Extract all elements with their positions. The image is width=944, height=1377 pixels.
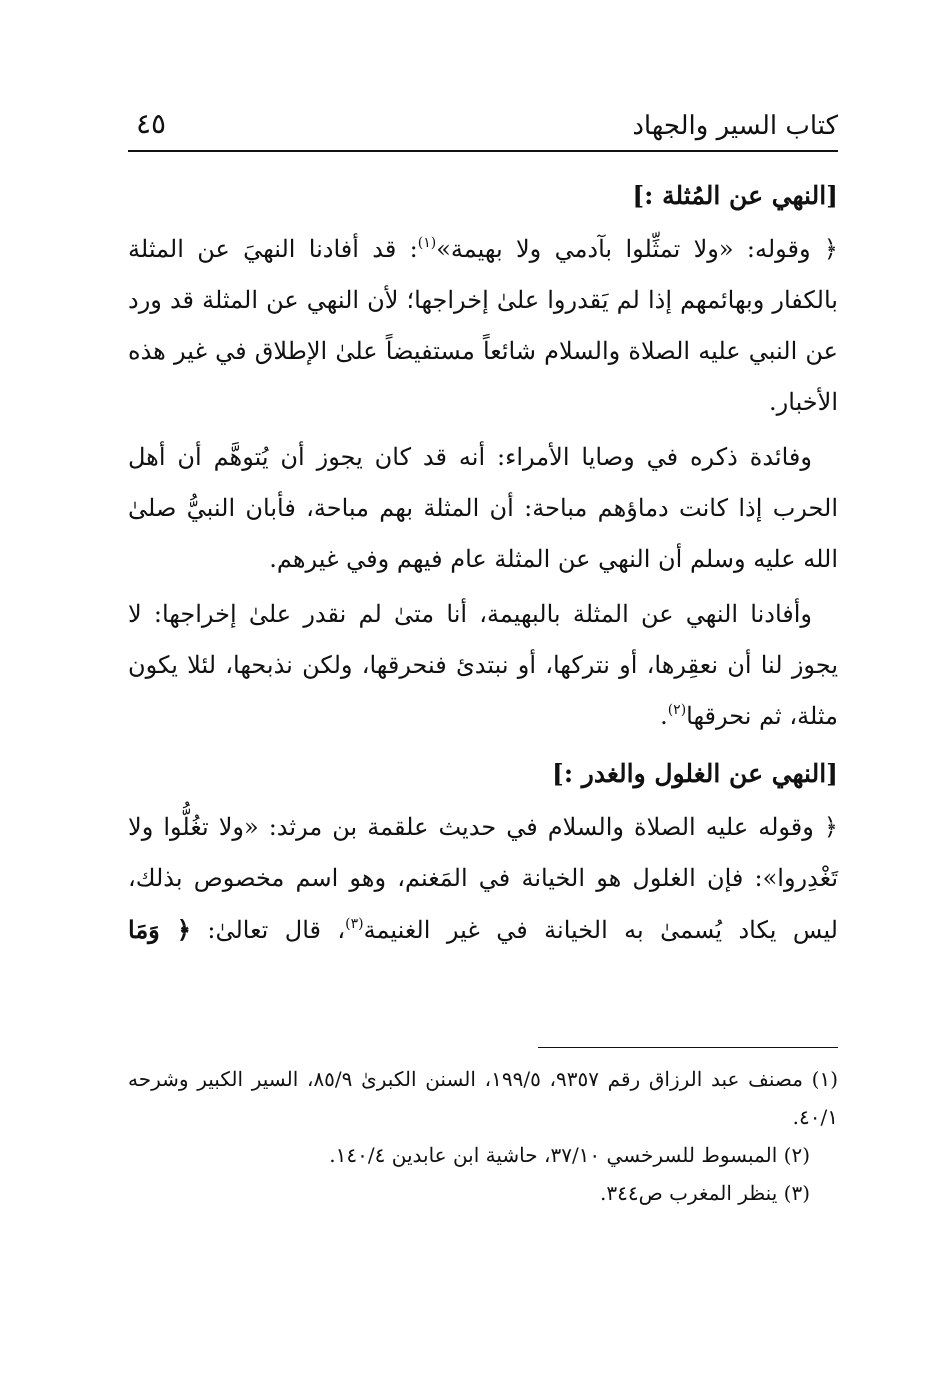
paragraph-text: ، قال تعالىٰ: xyxy=(190,916,346,944)
footnote-marker: (٣) xyxy=(345,916,364,932)
running-header xyxy=(128,98,838,152)
footnote-marker: (٢) xyxy=(667,702,687,718)
footnotes xyxy=(128,1060,838,1212)
quran-quote-start: ﴿ وَمَا xyxy=(128,915,191,944)
paragraph-text: وأفادنا النهي عن المثلة بالبهيمة، أنا متىٰ لم نقدر علىٰ إخراجها: لا يجوز لنا أن نعقِرها، أو نتركها، أو نبتدئ فنحرقها، ولكن نذبحها، لئلا يكون مثلة، ثم نحرقها xyxy=(128,600,838,730)
paragraph-text: ﴿ وقوله عليه الصلاة والسلام في حديث علقمة بن مرثد: «ولا تغُلُّوا ولا تَغْدِروا»: فإن الغلول هو الخيانة في المَغنم، وهو اسم مخصوص بذلك، ليس يكاد يُسمىٰ به الخيانة في غير الغنيمة xyxy=(128,813,838,944)
footnote-3: (٣) ينظر المغرب ص٣٤٤. xyxy=(600,1181,810,1205)
footnote-1: (١) مصنف عبد الرزاق رقم ٩٣٥٧، ١٩٩/٥، السنن الكبرىٰ ٨٥/٩، السير الكبير وشرحه ٤٠/١. xyxy=(128,1067,838,1129)
footnote-2: (٢) المبسوط للسرخسي ٣٧/١٠، حاشية ابن عابدين ١٤٠/٤. xyxy=(329,1143,810,1167)
header-title: كتاب السير والجهاد xyxy=(632,111,838,141)
paragraph xyxy=(128,224,838,428)
paragraph-text: . xyxy=(660,702,668,730)
footnote-marker: (١) xyxy=(417,235,437,251)
paragraph xyxy=(128,589,838,742)
page-number: ٤٥ xyxy=(136,107,167,140)
paragraph xyxy=(128,802,838,956)
paragraph-text: : قد أفادنا النهيَ عن المثلة بالكفار وبهائمهم إذا لم يَقدروا علىٰ إخراجها؛ لأن النهي عن المثلة قد ورد عن النبي عليه الصلاة والسلام شائعاً مستفيضاً علىٰ الإطلاق في غير هذه الأخبار. xyxy=(128,235,838,416)
main-text xyxy=(128,168,838,960)
paragraph-text: ﴿ وقوله: «ولا تمثِّلوا بآدمي ولا بهيمة» xyxy=(436,235,838,263)
section-heading-treachery: [النهي عن الغلول والغدر :] xyxy=(552,759,838,788)
paragraph xyxy=(128,432,838,585)
footnote-divider xyxy=(538,1047,838,1048)
section-heading-mutilation: [النهي عن المُثلة :] xyxy=(632,181,838,210)
paragraph-text: وفائدة ذكره في وصايا الأمراء: أنه قد كان يجوز أن يُتوهَّم أن أهل الحرب إذا كانت دماؤهم مباحة: أن المثلة بهم مباحة، فأبان النبيُّ صلىٰ الله عليه وسلم أن النهي عن المثلة عام فيهم وفي غيرهم. xyxy=(128,443,838,573)
book-page xyxy=(128,0,838,1377)
